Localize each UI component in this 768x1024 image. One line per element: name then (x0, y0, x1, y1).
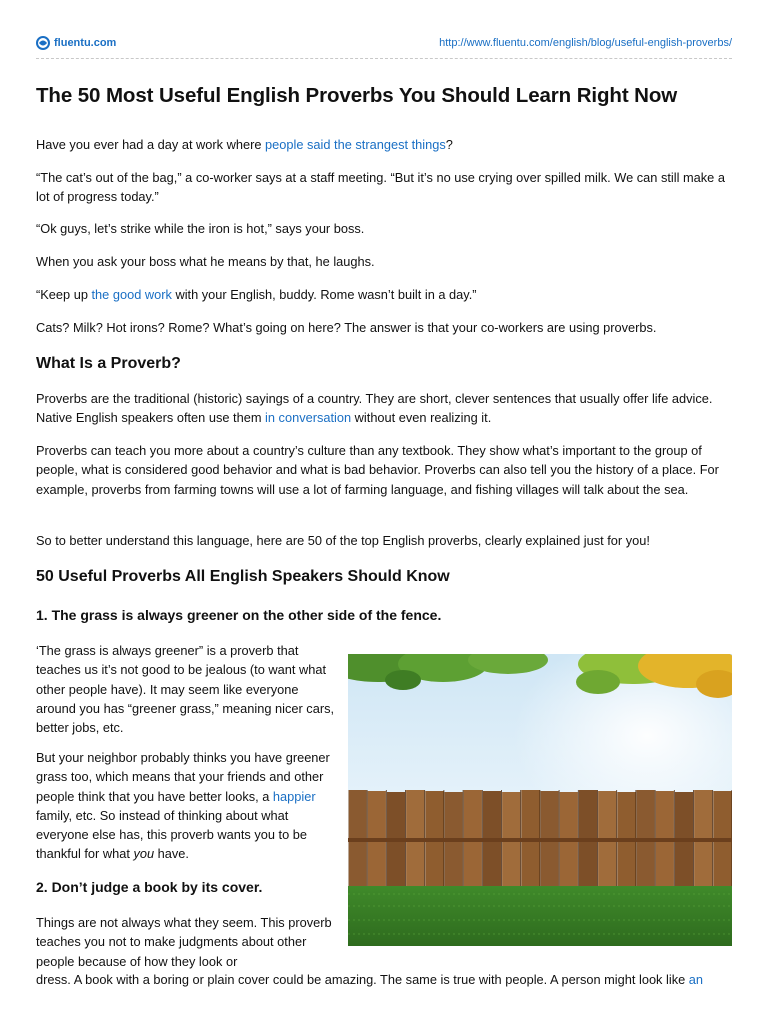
paragraph-question: Cats? Milk? Hot irons? Rome? What’s going on here? The answer is that your co-workers are using proverbs. (36, 320, 657, 335)
good-work-link[interactable]: the good work (91, 287, 172, 302)
paragraph-laughs: When you ask your boss what he means by that, he laughs. (36, 254, 375, 269)
paragraph-top-proverbs: So to better understand this language, here are 50 of the top English proverbs, clearly explained just for you! (36, 533, 650, 548)
paragraph-boss: “Ok guys, let’s strike while the iron is hot,” says your boss. (36, 221, 365, 236)
paragraph-culture: Proverbs can teach you more about a country’s culture than any textbook. They show what’s important to the group of people, what is considered good behavior and what is bad behavior. Proverbs can also tell you the history of a place. For example, proverbs from farming towns will use a lot of farming language, and fishing villages will talk about the sea. (36, 443, 719, 497)
intro-paragraph: Have you ever had a day at work where people said the strangest things? (36, 137, 453, 152)
paragraph-definition: Proverbs are the traditional (historic) sayings of a country. They are short, clever sentences that usually offer life advice. Native English speakers often use them in conversation without even realizing it. (36, 391, 713, 426)
page-url[interactable]: http://www.fluentu.com/english/blog/useful-english-proverbs/ (439, 37, 732, 49)
section-heading-what-is-proverb: What Is a Proverb? (36, 355, 181, 372)
paragraph-coworker: “The cat’s out of the bag,” a co-worker says at a staff meeting. “But it’s no use crying over spilled milk. We can still make a lot of progress today.” (36, 170, 725, 205)
site-name: fluentu.com (54, 37, 117, 49)
header-divider (36, 58, 732, 59)
site-brand[interactable] (36, 36, 116, 50)
paragraph-neighbor: But your neighbor probably thinks you have greener grass too, which means that your friends and other people think that you have better looks, a happier family, etc. So instead of thinking about what everyone else has, this proverb wants you to be thankful for what you have. (36, 750, 330, 862)
page-header (36, 36, 732, 54)
paragraph-book-cover: dress. A book with a boring or plain cover could be amazing. The same is true with people. A person might look like an (36, 972, 703, 987)
fence-grass-image (348, 654, 732, 946)
in-conversation-link[interactable]: in conversation (265, 410, 352, 426)
strangest-things-link[interactable]: people said the strangest things (265, 137, 446, 152)
article-title: The 50 Most Useful English Proverbs You Should Learn Right Now (36, 84, 678, 107)
section-heading-50-proverbs: 50 Useful Proverbs All English Speakers Should Know (36, 568, 450, 585)
an-link[interactable]: an (688, 972, 703, 987)
paragraph-grass-greener: ‘The grass is always greener” is a proverb that teaches us it’s not good to be jealous (to want what other people have). It may seem like everyone around you has “greener grass,” meaning nicer cars, better jobs, etc. (36, 643, 335, 736)
proverb-heading-1: 1. The grass is always greener on the other side of the fence. (36, 607, 442, 623)
fluentu-logo-icon (36, 36, 50, 50)
paragraph-keep-up: “Keep up the good work with your English, buddy. Rome wasn’t built in a day.” (36, 287, 477, 302)
paragraph-things-not-always: Things are not always what they seem. This proverb teaches you not to make judgments about other people because of how they look or (36, 915, 332, 969)
happier-link[interactable]: happier (272, 788, 316, 804)
proverb-heading-2: 2. Don’t judge a book by its cover. (36, 879, 263, 895)
